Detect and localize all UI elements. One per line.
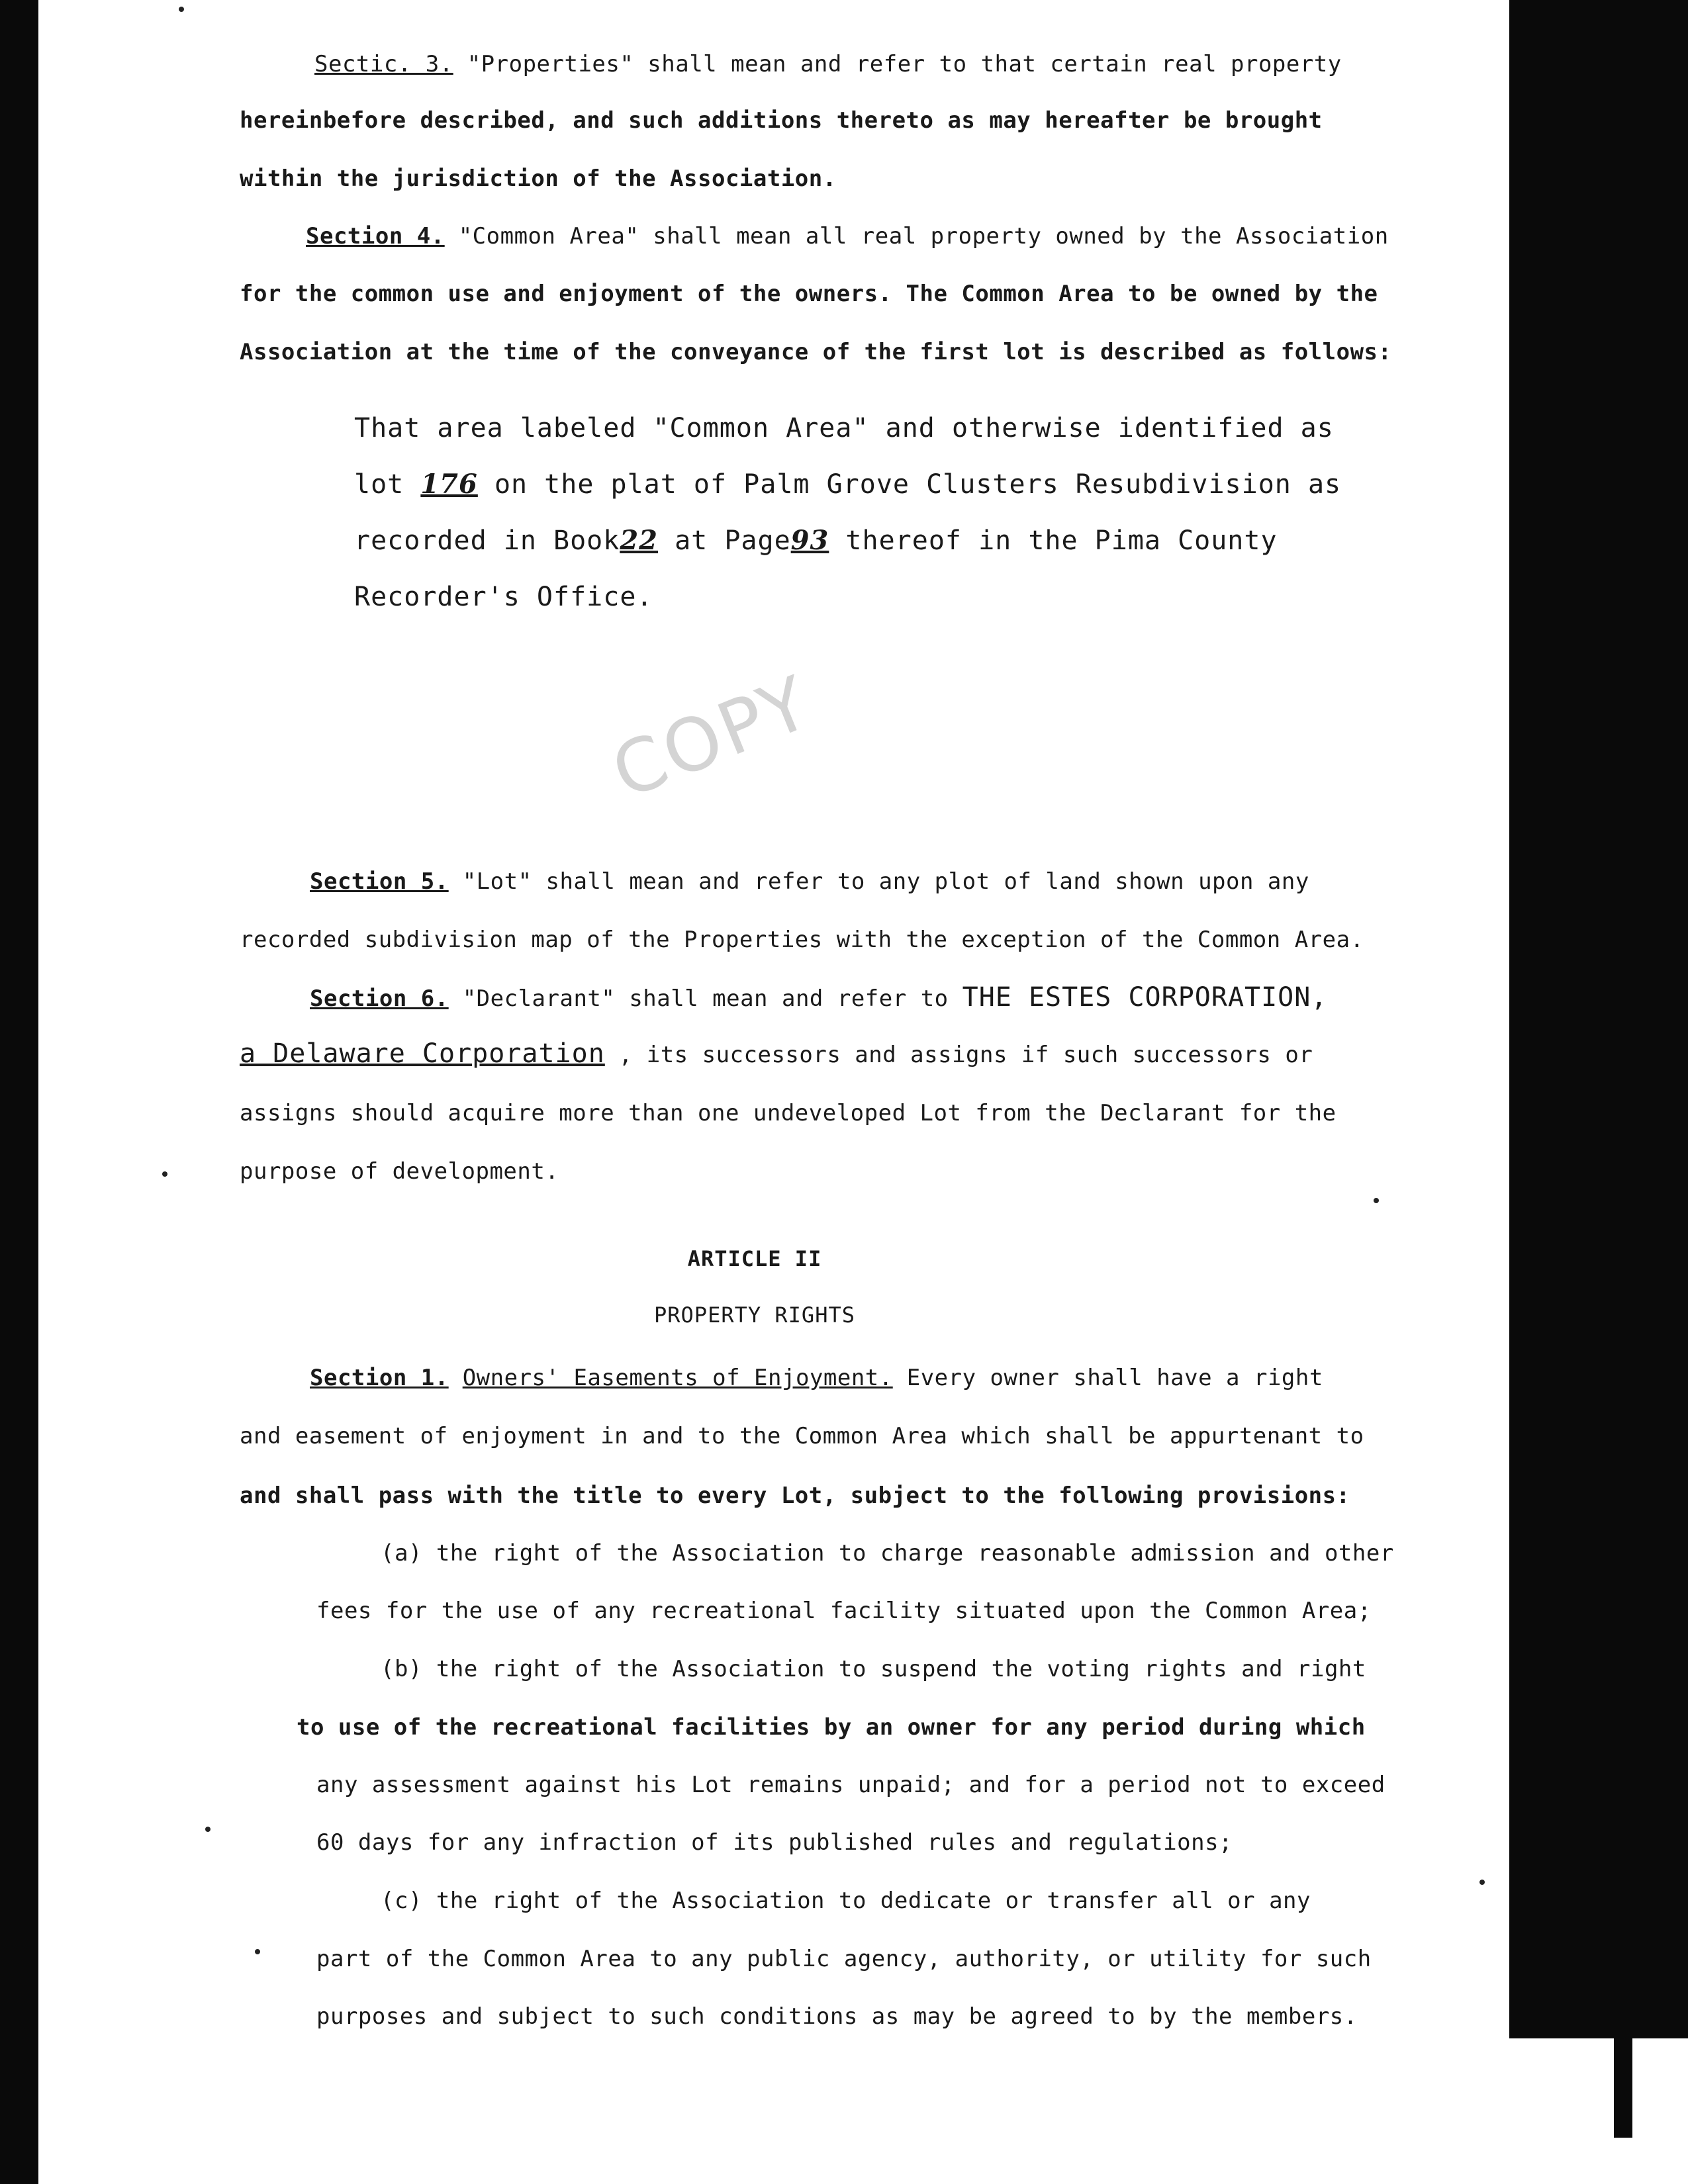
article-title: PROPERTY RIGHTS bbox=[654, 1302, 855, 1328]
a2s1-line2: and easement of enjoyment in and to the Common Area which shall be appurtenant to bbox=[240, 1423, 1364, 1449]
scan-speck bbox=[1374, 1198, 1379, 1203]
declarant-state: a Delaware Corporation bbox=[240, 1038, 605, 1069]
copy-stamp: COPY bbox=[600, 659, 823, 815]
section3-line1 bbox=[314, 50, 1342, 79]
a2s1-label: Section 1. bbox=[310, 1365, 449, 1391]
a2s1-text: Every owner shall have a right bbox=[906, 1365, 1323, 1391]
declarant-name: THE ESTES CORPORATION, bbox=[962, 982, 1328, 1013]
item-a-line1: (a) the right of the Association to charge reasonable admission and other bbox=[381, 1540, 1394, 1567]
recorder-suffix: thereof in the Pima County bbox=[845, 525, 1278, 556]
section5-line2: recorded subdivision map of the Properties with the exception of the Common Area. bbox=[240, 927, 1364, 953]
page-number: 93 bbox=[790, 525, 829, 556]
section3-label: Sectic. 3. bbox=[314, 51, 453, 77]
common-area-line2 bbox=[354, 470, 1341, 499]
section3-line3: within the jurisdiction of the Association. bbox=[240, 165, 837, 192]
section4-line1 bbox=[306, 222, 1389, 251]
section6-label: Section 6. bbox=[310, 985, 449, 1012]
section6-text-2: , its successors and assigns if such successors or bbox=[618, 1042, 1313, 1068]
lot-prefix: lot bbox=[354, 469, 404, 500]
section5-label: Section 5. bbox=[310, 868, 449, 895]
section5-text: "Lot" shall mean and refer to any plot of land shown upon any bbox=[462, 868, 1309, 895]
item-c-line1: (c) the right of the Association to dedicate or transfer all or any bbox=[381, 1888, 1311, 1914]
item-b-line2: to use of the recreational facilities by an owner for any period during which bbox=[297, 1714, 1366, 1741]
item-b-line1: (b) the right of the Association to suspend the voting rights and right bbox=[381, 1656, 1366, 1682]
lot-suffix: on the plat of Palm Grove Clusters Resubdivision as bbox=[494, 469, 1342, 500]
item-c-line2: part of the Common Area to any public agency, authority, or utility for such bbox=[316, 1946, 1372, 1972]
section3-text: "Properties" shall mean and refer to that certain real property bbox=[467, 51, 1342, 77]
common-area-line4: Recorder's Office. bbox=[354, 582, 653, 612]
book-prefix: recorded in Book bbox=[354, 525, 620, 556]
section5-line1 bbox=[310, 867, 1309, 896]
a2s1-line1 bbox=[310, 1363, 1323, 1392]
scan-speck bbox=[1479, 1880, 1485, 1885]
section4-label: Section 4. bbox=[306, 223, 445, 250]
item-a-line2: fees for the use of any recreational facility situated upon the Common Area; bbox=[316, 1598, 1372, 1624]
section6-text: "Declarant" shall mean and refer to bbox=[462, 985, 949, 1012]
page-prefix: at Page bbox=[675, 525, 791, 556]
scan-speck bbox=[205, 1827, 211, 1832]
item-b-line3: any assessment against his Lot remains unpaid; and for a period not to exceed bbox=[316, 1772, 1385, 1798]
a2s1-heading: Owners' Easements of Enjoyment. bbox=[462, 1365, 893, 1391]
scan-speck bbox=[162, 1171, 167, 1177]
book-number: 22 bbox=[620, 525, 658, 556]
section6-line2 bbox=[240, 1039, 1313, 1069]
item-c-line3: purposes and subject to such conditions as may be agreed to by the members. bbox=[316, 2003, 1358, 2030]
section4-line3: Association at the time of the conveyance of the first lot is described as follows: bbox=[240, 339, 1392, 365]
section6-line4: purpose of development. bbox=[240, 1158, 559, 1185]
common-area-line1: That area labeled "Common Area" and otherwise identified as bbox=[354, 413, 1334, 443]
article-number: ARTICLE II bbox=[687, 1246, 822, 1271]
lot-number: 176 bbox=[420, 469, 478, 500]
scan-speck bbox=[255, 1949, 260, 1954]
item-b-line4: 60 days for any infraction of its published rules and regulations; bbox=[316, 1829, 1233, 1856]
section6-line1 bbox=[310, 983, 1327, 1013]
section3-line2: hereinbefore described, and such additions thereto as may hereafter be brought bbox=[240, 107, 1323, 134]
scan-speck bbox=[179, 7, 184, 12]
a2s1-line3: and shall pass with the title to every Lot, subject to the following provisions: bbox=[240, 1482, 1350, 1509]
section4-text: "Common Area" shall mean all real property owned by the Association bbox=[458, 223, 1389, 250]
common-area-line3 bbox=[354, 526, 1278, 555]
section6-line3: assigns should acquire more than one undeveloped Lot from the Declarant for the bbox=[240, 1100, 1336, 1126]
section4-line2: for the common use and enjoyment of the owners. The Common Area to be owned by the bbox=[240, 281, 1378, 307]
